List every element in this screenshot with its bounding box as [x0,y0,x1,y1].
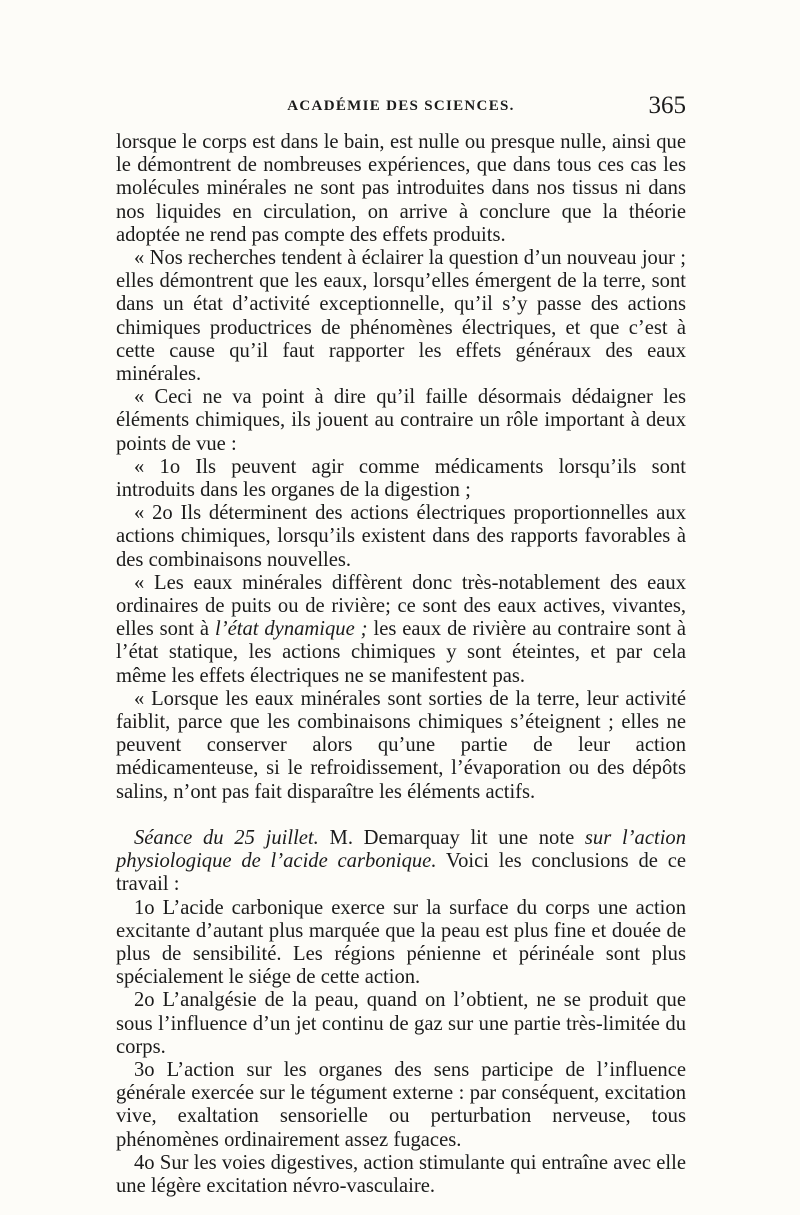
page-header [116,92,686,124]
running-title: ACADÉMIE DES SCIENCES. [287,98,515,114]
paragraph: lorsque le corps est dans le bain, est nulle ou presque nulle, ainsi que le démontrent de nombreuses expériences, que dans tous ces cas les molécules minérales ne sont pas introduites dans nos tissus ni dans nos liquides en circulation, on arrive à conclure que la théorie adoptée ne rend pas compte des effets produits. [116,131,686,246]
italic-phrase: l’état dynamique ; [215,618,368,641]
body-text [116,131,686,1198]
paragraph: « 2o Ils déterminent des actions électriques proportionnelles aux actions chimiques, lorsqu’ils existent dans des rapports favorables à des combinaisons nouvelles. [116,502,686,571]
paragraph-text: Voici les conclusions de ce travail : [116,850,686,896]
note-subject: sur l’action physiologique de l’acide carbonique. [116,826,687,873]
session-date: Séance du 25 juillet. [134,826,319,849]
paragraph: 3o L’action sur les organes des sens participe de l’influence générale exercée sur le tégument externe : par conséquent, excitation vive, exaltation sensorielle ou perturbation nerveuse, tous phénomènes ordinairement assez fugaces. [116,1058,686,1151]
paragraph-text: M. Demarquay lit une note [318,826,585,849]
paragraph-text: « Les eaux minérales diffèrent donc très-notablement des eaux ordinaires de puits ou de rivière; ce sont des eaux actives, vivantes, elles sont à [116,571,686,641]
paragraph-text: les eaux de rivière au contraire sont à l’état statique, les actions chimiques y sont éteintes, et par cela même les effets électriques ne se manifestent pas. [116,618,686,687]
paragraph: « Nos recherches tendent à éclairer la question d’un nouveau jour ; elles démontrent que les eaux, lorsqu’elles émergent de la terre, sont dans un état d’activité exceptionnelle, qu’il s’y passe des actions chimiques productrices de phénomènes électriques, et que c’est à cette cause qu’il faut rapporter les effets généraux des eaux minérales. [116,247,686,386]
paragraph: 4o Sur les voies digestives, action stimulante qui entraîne avec elle une légère excitation névro-vasculaire. [116,1151,686,1197]
paragraph: 2o L’analgésie de la peau, quand on l’obtient, ne se produit que sous l’influence d’un jet continu de gaz sur une partie très-limitée du corps. [116,989,686,1058]
paragraph [116,572,686,688]
paragraph: « Lorsque les eaux minérales sont sorties de la terre, leur activité faiblit, parce que les combinaisons chimiques s’éteignent ; elles ne peuvent conserver alors qu’une partie de leur action médicamenteuse, si le refroidissement, l’évaporation ou des dépôts salins, n’ont pas fait disparaître les éléments actifs. [116,687,686,803]
paragraph: « 1o Ils peuvent agir comme médicaments lorsqu’ils sont introduits dans les organes de la digestion ; [116,455,686,502]
page-number: 365 [648,92,686,119]
session-paragraph [116,827,686,897]
paragraph: 1o L’acide carbonique exerce sur la surface du corps une action excitante d’autant plus marquée que la peau est plus fine et douée de plus de sensibilité. Les régions pénienne et périnéale sont plus spécialement le siége de cette action. [116,896,686,989]
paragraph: « Ceci ne va point à dire qu’il faille désormais dédaigner les éléments chimiques, ils jouent au contraire un rôle important à deux points de vue : [116,386,686,455]
